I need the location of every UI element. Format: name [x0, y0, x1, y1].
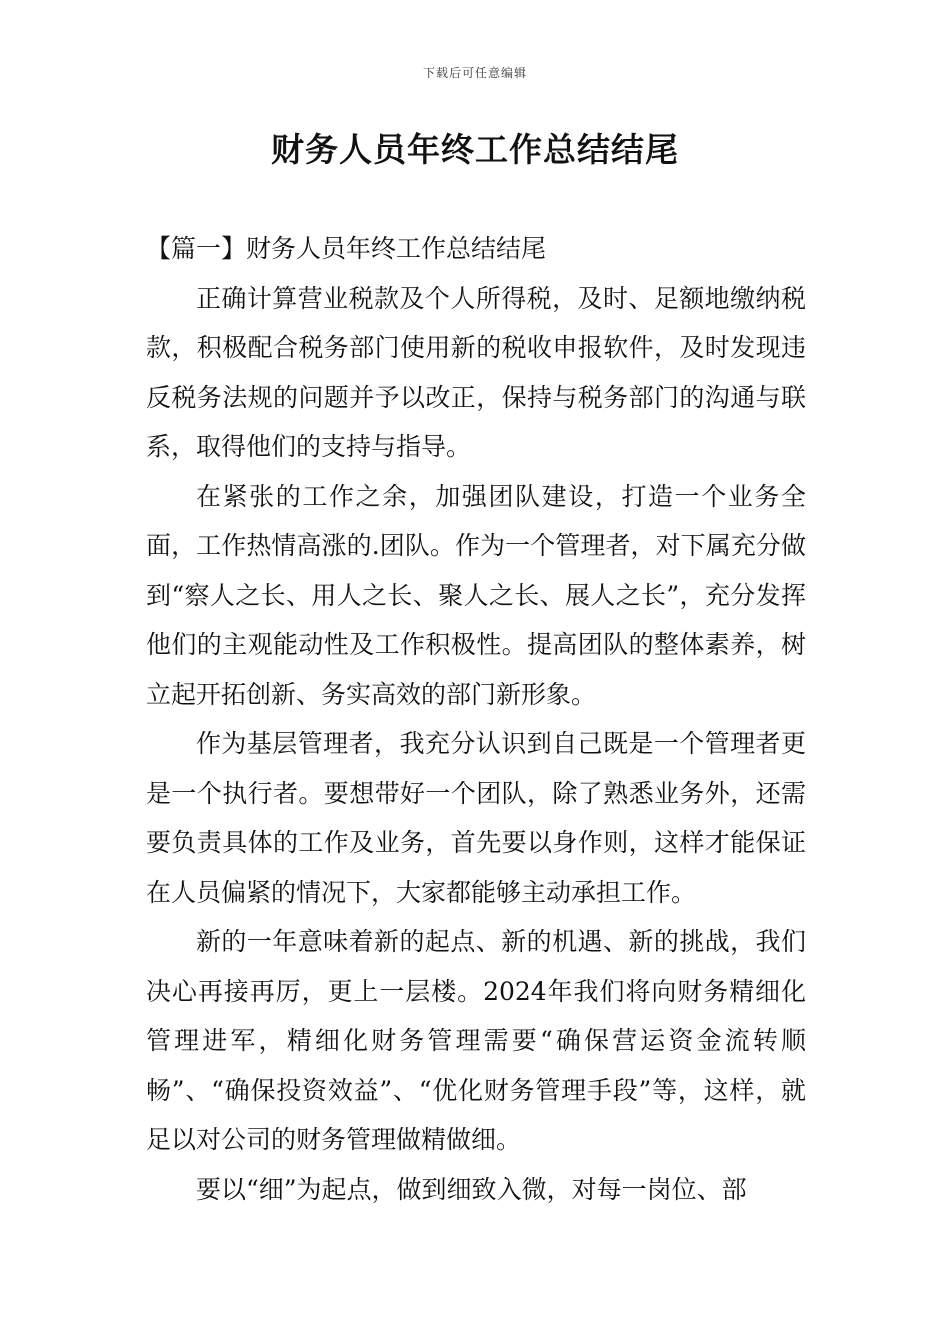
paragraph-3: 作为基层管理者，我充分认识到自己既是一个管理者更是一个执行者。要想带好一个团队，除了熟悉业务外，还需要负责具体的工作及业务，首先要以身作则，这样才能保证在人员偏紧的情况下，大家都能够主动承担工作。: [146, 729, 806, 907]
paragraph-2: 在紧张的工作之余，加强团队建设，打造一个业务全面，工作热情高涨的.团队。作为一个管理者，对下属充分做到“察人之长、用人之长、聚人之长、展人之长”，充分发挥他们的主观能动性及工作积极性。提高团队的整体素养，树立起开拓创新、务实高效的部门新形象。: [146, 481, 806, 709]
document-title: 财务人员年终工作总结结尾: [271, 130, 679, 169]
document-body: [146, 224, 806, 1214]
header-note: 下载后可任意编辑: [422, 66, 527, 80]
section-heading: 【篇一】财务人员年终工作总结结尾: [146, 234, 547, 263]
paragraph-5: 要以“细”为起点，做到细致入微，对每一岗位、部: [196, 1174, 747, 1204]
paragraph-4: 新的一年意味着新的起点、新的机遇、新的挑战，我们决心再接再厉，更上一层楼。2024年我们将向财务精细化管理进军，精细化财务管理需要“确保营运资金流转顺畅”、“确保投资效益”、“优化财务管理手段”等，这样，就足以对公司的财务管理做精做细。: [146, 927, 806, 1154]
paragraph-1: 正确计算营业税款及个人所得税，及时、足额地缴纳税款，积极配合税务部门使用新的税收申报软件，及时发现违反税务法规的问题并予以改正，保持与税务部门的沟通与联系，取得他们的支持与指导。: [146, 283, 806, 461]
